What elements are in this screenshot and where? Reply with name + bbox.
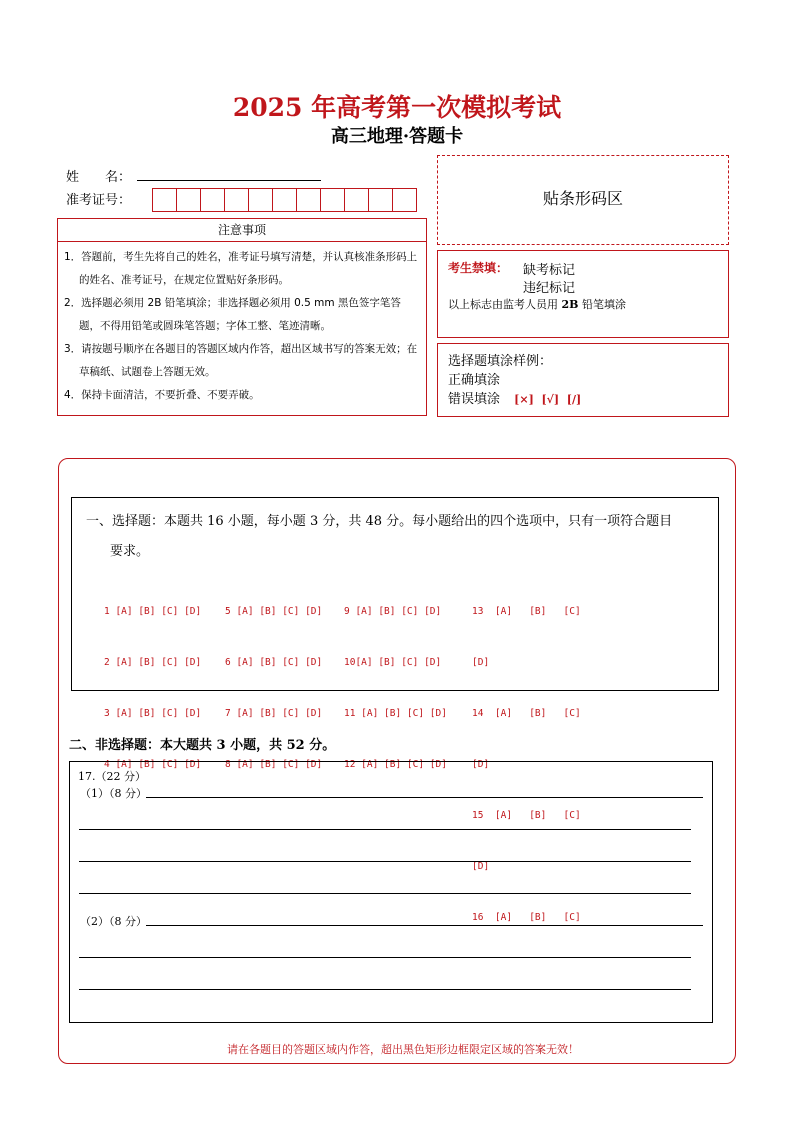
choice-row[interactable]: [D]	[472, 657, 490, 668]
question-17-box	[69, 761, 713, 1023]
notice-item: 1．答题前，考生先将自己的姓名，准考证号填写清楚，并认真核准条形码上的姓名、准考证号，在规定位置贴好条形码。	[64, 251, 418, 286]
answer-line[interactable]	[79, 829, 691, 830]
choice-row[interactable]: 1 [A] [B] [C] [D]	[104, 606, 202, 617]
choice-row[interactable]: 5 [A] [B] [C] [D]	[225, 606, 323, 617]
choice-row[interactable]: 11 [A] [B] [C] [D]	[344, 708, 447, 719]
footer-warning: 请在各题目的答题区域内作答，超出黑色矩形边框限定区域的答案无效！	[227, 1043, 579, 1056]
section2-heading: 二、非选择题：本大题共 3 小题，共 52 分。	[69, 738, 336, 753]
answer-line[interactable]	[79, 861, 691, 862]
choice-row[interactable]: 16 [A] [B] [C]	[472, 912, 581, 923]
choice-row[interactable]: 10[A] [B] [C] [D]	[344, 657, 442, 668]
choice-column-1[interactable]	[104, 569, 201, 790]
choice-row[interactable]: [D]	[472, 759, 490, 770]
id-digit-box[interactable]	[200, 188, 225, 212]
choice-row[interactable]: 12 [A] [B] [C] [D]	[344, 759, 447, 770]
id-digit-box[interactable]	[272, 188, 297, 212]
barcode-area: 贴条形码区	[437, 155, 729, 245]
choice-row[interactable]: 2 [A] [B] [C] [D]	[104, 657, 202, 668]
wrong-fill-row: 错误填涂 [×] [√] [/]	[448, 392, 582, 407]
wrong-fill-marks: [×] [√] [/]	[514, 393, 582, 406]
name-label: 姓 名：	[66, 170, 132, 185]
choice-row[interactable]: 4 [A] [B] [C] [D]	[104, 759, 202, 770]
forbidden-box	[437, 250, 729, 338]
id-digit-box[interactable]	[296, 188, 321, 212]
answer-line[interactable]	[79, 989, 691, 990]
absent-mark-label: 缺考标记	[523, 263, 576, 278]
part-1-label: （1）（8 分）	[80, 787, 147, 800]
page-title: 2025 年高考第一次模拟考试	[232, 93, 562, 122]
choice-row[interactable]: 3 [A] [B] [C] [D]	[104, 708, 202, 719]
notice-item: 3．请按题号顺序在各题目的答题区域内作答，超出区域书写的答案无效；在草稿纸、试题卷上答题无效。	[64, 343, 418, 378]
notice-list	[57, 242, 427, 416]
exam-id-boxes[interactable]	[152, 188, 416, 212]
choice-row[interactable]: 13 [A] [B] [C]	[472, 606, 581, 617]
id-digit-box[interactable]	[152, 188, 177, 212]
choice-row[interactable]: 8 [A] [B] [C] [D]	[225, 759, 323, 770]
name-field[interactable]	[137, 180, 321, 181]
fill-sample-box	[437, 343, 729, 417]
id-digit-box[interactable]	[176, 188, 201, 212]
section1-heading-cont: 要求。	[110, 544, 150, 559]
page-subtitle: 高三地理·答题卡	[330, 126, 464, 147]
notice-item: 4．保持卡面清洁，不要折叠、不要弄破。	[64, 389, 260, 401]
fill-sample-title: 选择题填涂样例：	[448, 354, 553, 369]
id-digit-box[interactable]	[248, 188, 273, 212]
id-digit-box[interactable]	[392, 188, 417, 212]
choice-row[interactable]: 7 [A] [B] [C] [D]	[225, 708, 323, 719]
choice-column-2[interactable]	[225, 569, 322, 790]
violation-mark-label: 违纪标记	[523, 281, 576, 296]
forbidden-note: 以上标志由监考人员用 2B 铅笔填涂	[448, 298, 626, 311]
answer-line[interactable]	[79, 893, 691, 894]
id-digit-box[interactable]	[368, 188, 393, 212]
choice-row[interactable]: 14 [A] [B] [C]	[472, 708, 581, 719]
choice-row[interactable]: [D]	[472, 861, 490, 872]
notice-item: 2．选择题必须用 2B 铅笔填涂；非选择题必须用 0.5 mm 黑色签字笔答题，不得用铅笔或圆珠笔答题；字体工整、笔迹清晰。	[64, 297, 401, 332]
choice-row[interactable]: 15 [A] [B] [C]	[472, 810, 581, 821]
correct-fill-label: 正确填涂	[448, 373, 501, 388]
part-2-label: （2）（8 分）	[80, 915, 147, 928]
answer-line[interactable]	[79, 957, 691, 958]
section1-heading: 一、选择题：本题共 16 小题，每小题 3 分，共 48 分。每小题给出的四个选项中，只有一项符合题目	[86, 514, 673, 529]
choice-row[interactable]: 6 [A] [B] [C] [D]	[225, 657, 323, 668]
answer-line[interactable]	[146, 797, 703, 798]
id-digit-box[interactable]	[344, 188, 369, 212]
id-label: 准考证号：	[66, 193, 132, 208]
question-17-label: 17.（22 分）	[78, 770, 146, 783]
choice-row[interactable]: 9 [A] [B] [C] [D]	[344, 606, 442, 617]
id-digit-box[interactable]	[320, 188, 345, 212]
notice-title: 注意事项	[57, 218, 427, 242]
answer-line[interactable]	[146, 925, 703, 926]
id-digit-box[interactable]	[224, 188, 249, 212]
forbidden-label: 考生禁填：	[448, 261, 509, 275]
choice-column-3[interactable]	[344, 569, 447, 790]
